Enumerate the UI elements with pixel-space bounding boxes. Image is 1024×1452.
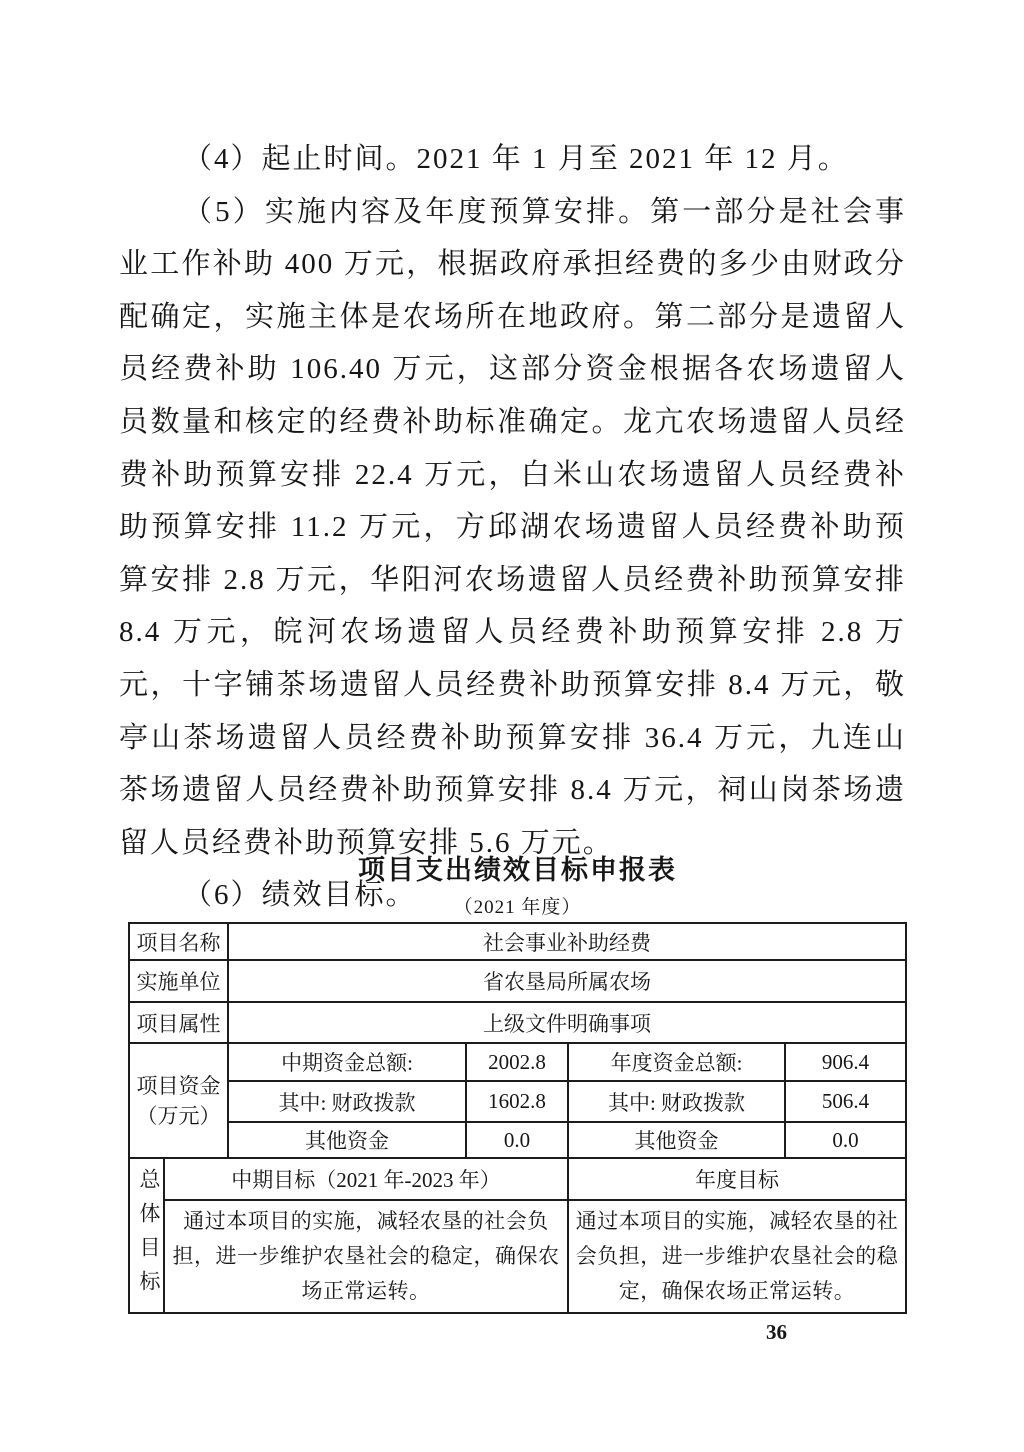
- annual-fiscal-label: 其中: 财政拨款: [568, 1081, 785, 1122]
- annual-total-label: 年度资金总额:: [568, 1043, 785, 1081]
- mid-goal-header: 中期目标（2021 年-2023 年）: [164, 1158, 568, 1200]
- implement-unit-value: 省农垦局所属农场: [228, 960, 906, 1002]
- implement-unit-label: 实施单位: [129, 960, 228, 1002]
- annual-goal-text: 通过本项目的实施，减轻农垦的社会负担，进一步维护农垦社会的稳定，确保农场正常运转。: [568, 1200, 906, 1313]
- performance-target-table: [128, 922, 907, 1314]
- project-name-label: 项目名称: [129, 923, 228, 960]
- table-subtitle: （2021 年度）: [453, 897, 582, 918]
- row-funds-total: [129, 1043, 906, 1081]
- mid-goal-text: 通过本项目的实施，减轻农垦的社会负担，进一步维护农垦社会的稳定，确保农场正常运转。: [164, 1200, 568, 1313]
- funds-label-line2: （万元）: [136, 1103, 221, 1128]
- mid-fiscal-value: 1602.8: [466, 1081, 568, 1122]
- paragraph-performance-target: （6）绩效目标。: [183, 879, 417, 912]
- funds-label-line1: 项目资金: [136, 1073, 221, 1098]
- mid-total-label: 中期资金总额:: [228, 1043, 466, 1081]
- overall-goal-label: 总体目标: [137, 1167, 161, 1304]
- row-funds-fiscal: [129, 1081, 906, 1122]
- project-name-value: 社会事业补助经费: [228, 923, 906, 960]
- row-implement-unit: [129, 960, 906, 1002]
- project-attribute-label: 项目属性: [129, 1002, 228, 1043]
- mid-total-value: 2002.8: [466, 1043, 568, 1081]
- table-title: 项目支出绩效目标申报表: [358, 855, 677, 885]
- page-number: 36: [766, 1320, 787, 1344]
- funds-label-cell: [129, 1043, 228, 1158]
- annual-fiscal-value: 506.4: [785, 1081, 906, 1122]
- overall-goal-label-cell: [129, 1158, 164, 1313]
- project-attribute-value: 上级文件明确事项: [228, 1002, 906, 1043]
- annual-total-value: 906.4: [785, 1043, 906, 1081]
- annual-other-label: 其他资金: [568, 1122, 785, 1158]
- row-project-name: [129, 923, 906, 960]
- mid-other-label: 其他资金: [228, 1122, 466, 1158]
- row-goal-texts: [129, 1200, 906, 1313]
- annual-other-value: 0.0: [785, 1122, 906, 1158]
- body-text: [119, 133, 906, 922]
- mid-other-value: 0.0: [466, 1122, 568, 1158]
- row-project-attribute: [129, 1002, 906, 1043]
- paragraph-start-end-time: （4）起止时间。2021 年 1 月至 2021 年 12 月。: [183, 143, 849, 175]
- row-goal-headers: [129, 1158, 906, 1200]
- annual-goal-header: 年度目标: [568, 1158, 906, 1200]
- row-funds-other: [129, 1122, 906, 1158]
- paragraph-implementation-budget: （5）实施内容及年度预算安排。第一部分是社会事业工作补助 400 万元，根据政府承担经费的多少由财政分配确定，实施主体是农场所在地政府。第二部分是遗留人员经费补助 106.40 万元，这部分资金根据各农场遗留人员数量和核定的经费补助标准确定。龙亢农场遗留人员经费补助预算安排 22.4 万元，白米山农场遗留人员经费补助预算安排 11.2 万元，方邱湖农场遗留人员经费补助预算安排 2.8 万元，华阳河农场遗留人员经费补助预算安排 8.4 万元，皖河农场遗留人员经费补助预算安排 2.8 万元，十字铺茶场遗留人员经费补助预算安排 8.4 万元，敬亭山茶场遗留人员经费补助预算安排 36.4 万元，九连山茶场遗留人员经费补助预算安排 8.4 万元，祠山岗茶场遗留人员经费补助预算安排 5.6 万元。: [119, 195, 906, 859]
- mid-fiscal-label: 其中: 财政拨款: [228, 1081, 466, 1122]
